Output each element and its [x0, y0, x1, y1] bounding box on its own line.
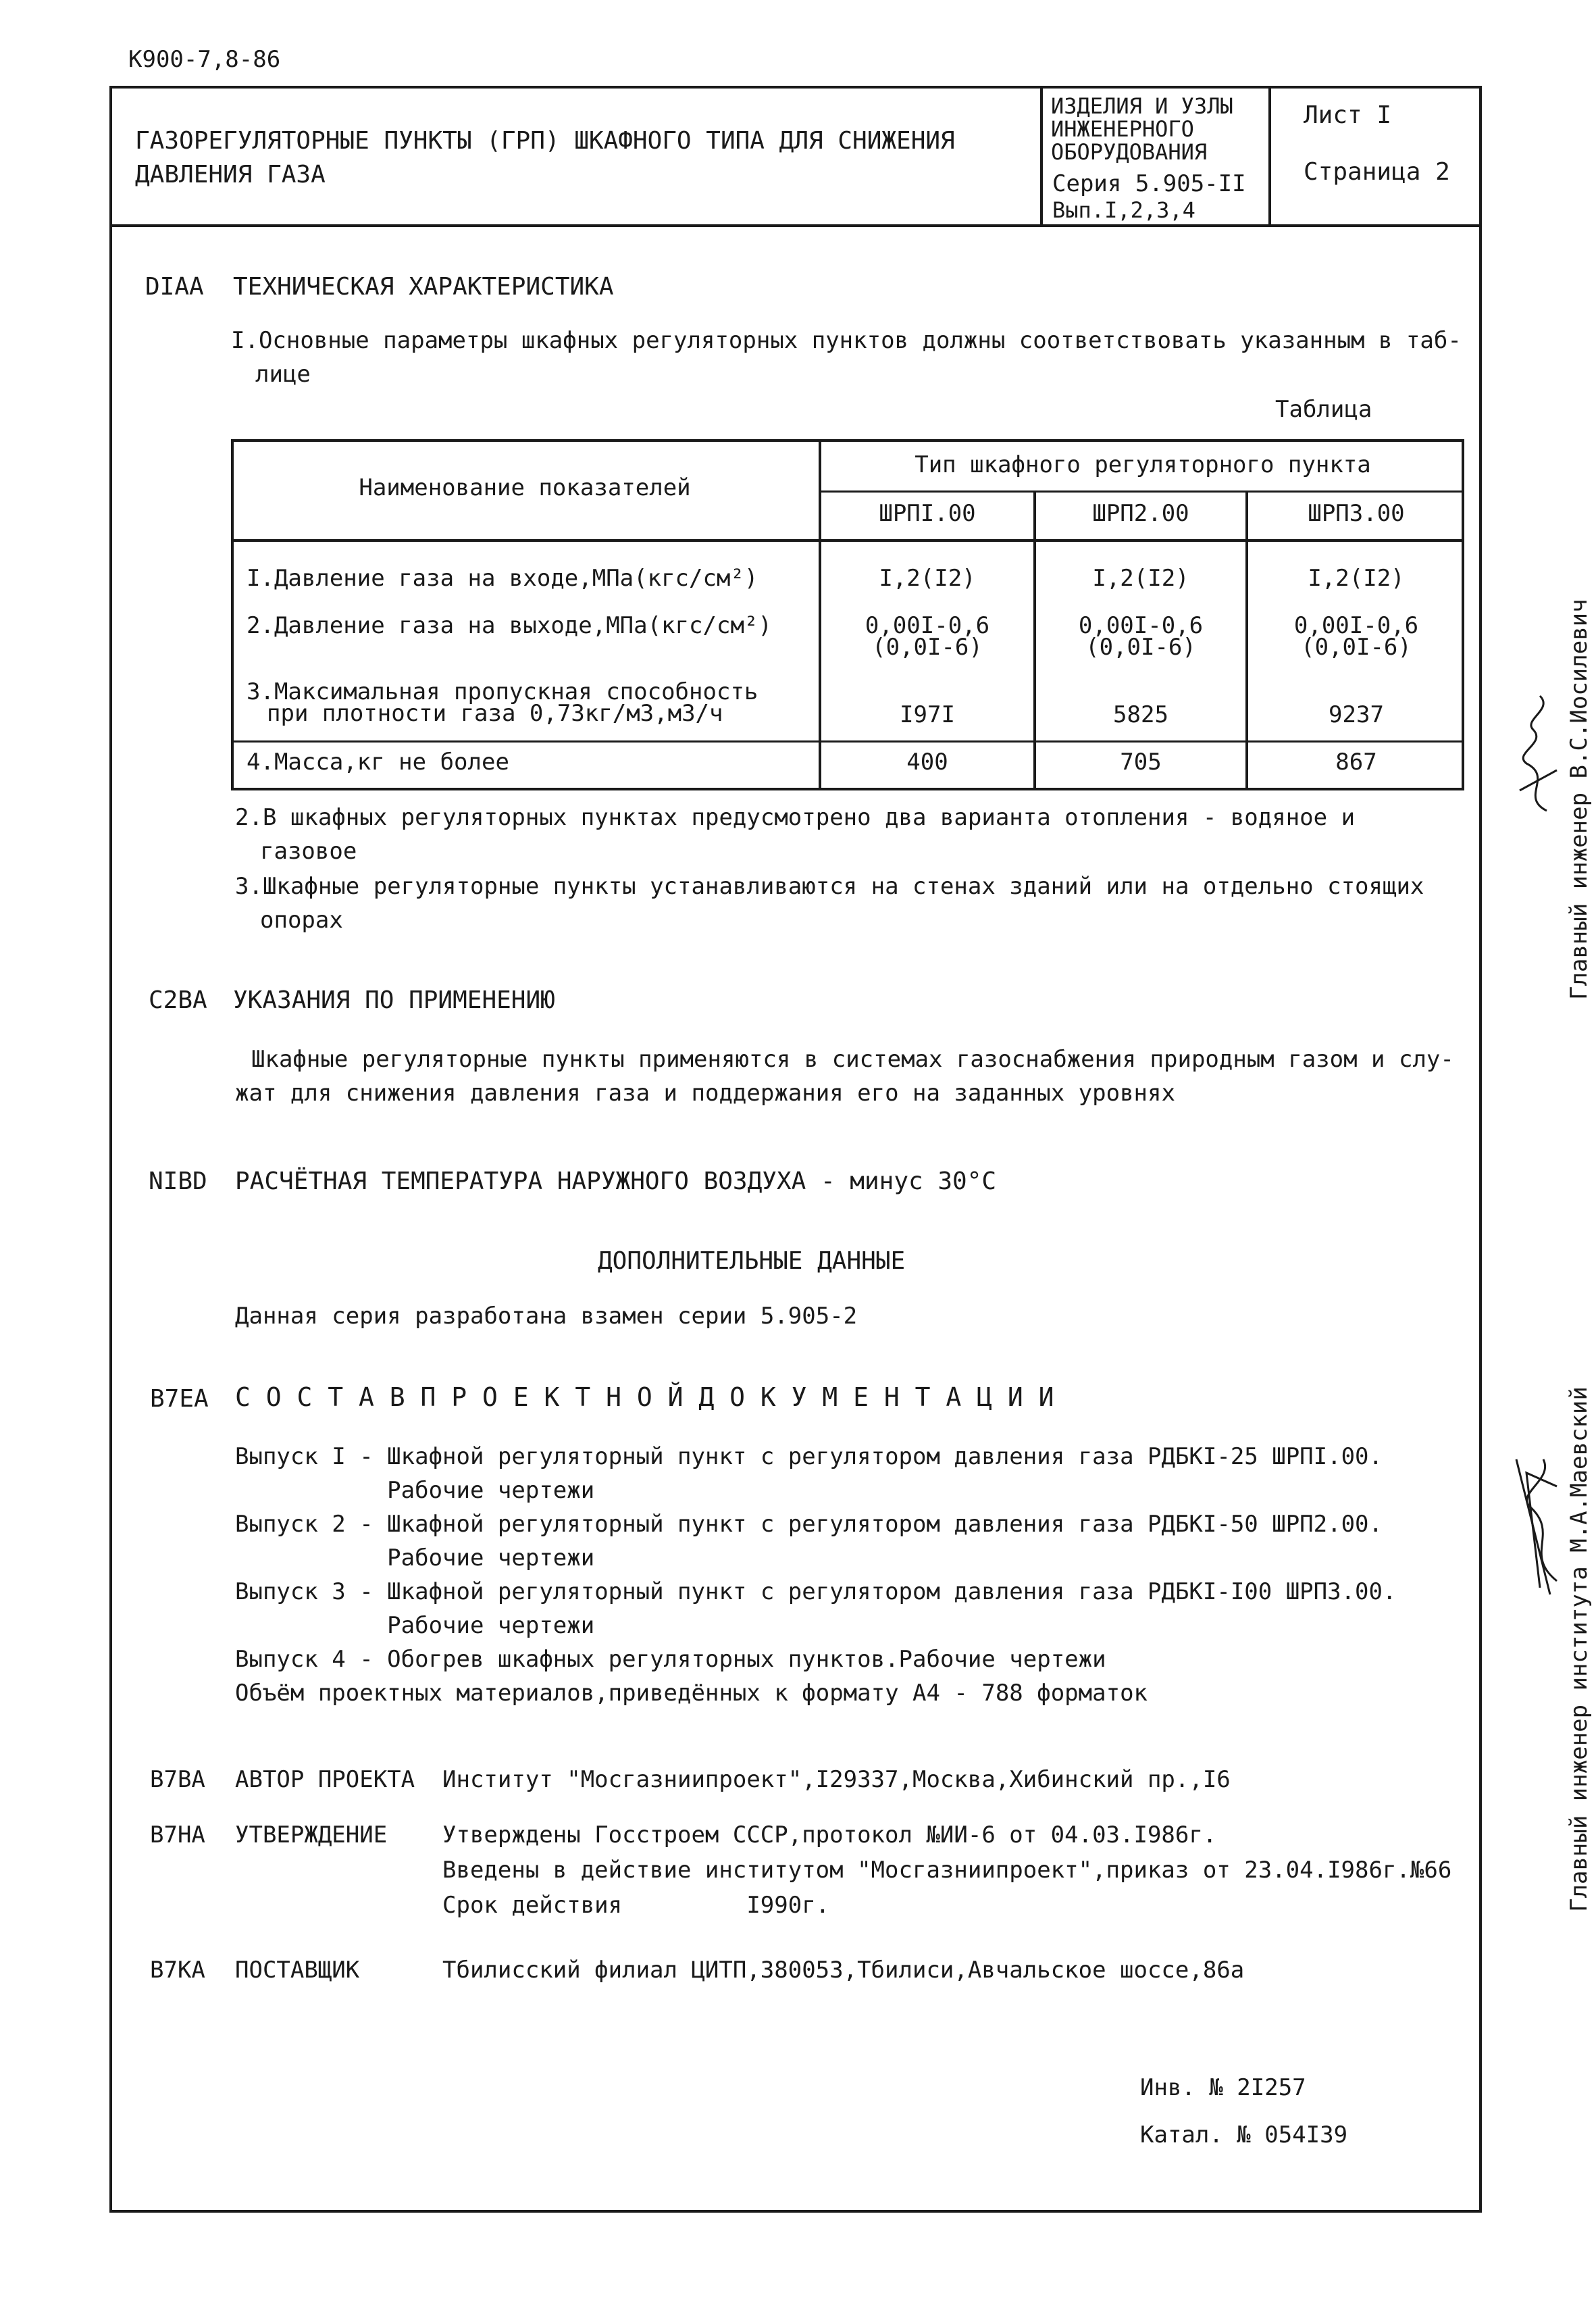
author-code: B7BA	[150, 1766, 205, 1793]
table-row-1-name: I.Давление газа на входе,МПа(кгс/см²)	[247, 565, 758, 592]
header-title-line-2: ДАВЛЕНИЯ ГАЗА	[135, 161, 326, 188]
catalog-number: Катал. № 054I39	[1140, 2121, 1348, 2148]
tech-title: ТЕХНИЧЕСКАЯ ХАРАКТЕРИСТИКА	[233, 273, 614, 301]
composition-code: B7EA	[150, 1385, 209, 1413]
temp-text: РАСЧЁТНАЯ ТЕМПЕРАТУРА НАРУЖНОГО ВОЗДУХА - минус 30°С	[235, 1167, 997, 1195]
composition-title: С О С Т А В П Р О Е К Т Н О Й Д О К У М Е Н Т А Ц И И	[235, 1382, 1054, 1412]
author-label: АВТОР ПРОЕКТА	[235, 1766, 415, 1793]
table-row-3-name-a: 3.Максимальная пропускная способность	[247, 678, 758, 705]
table-row-3-val-3: 9237	[1329, 701, 1384, 728]
extra-text: Данная серия разработана взамен серии 5.905-2	[235, 1303, 858, 1330]
tech-p3-line-2: опорах	[260, 907, 343, 934]
header-category-line-2: ИНЖЕНЕРНОГО	[1051, 116, 1194, 142]
margin-chief-engineer-institute: Главный инженер института М.А.Маевский	[1566, 1386, 1593, 1912]
header-category-line-3: ОБОРУДОВАНИЯ	[1051, 139, 1208, 165]
composition-line-5: Выпуск 3 - Шкафной регуляторный пункт с регулятором давления газа РДБКI-I00 ШРП3.00.	[235, 1578, 1397, 1605]
tech-p3-line-1: 3.Шкафные регуляторные пункты устанавливаются на стенах зданий или на отдельно стоящих	[235, 873, 1424, 900]
table-row-3-val-2: 5825	[1113, 701, 1168, 728]
table-row-2-val-3b: (0,0I-6)	[1301, 634, 1412, 661]
table-head-type: Тип шкафного регуляторного пункта	[915, 451, 1371, 478]
table-row-4-val-2: 705	[1120, 749, 1162, 776]
table-hline-type	[819, 491, 1464, 493]
table-hline-mass	[231, 740, 1464, 743]
usage-line-2: жат для снижения давления газа и поддержания его на заданных уровнях	[235, 1080, 1175, 1107]
table-row-1-val-2: I,2(I2)	[1092, 565, 1189, 592]
extra-title: ДОПОЛНИТЕЛЬНЫЕ ДАННЫЕ	[598, 1247, 906, 1275]
composition-line-4: Рабочие чертежи	[235, 1544, 595, 1571]
header-vline-2	[1268, 86, 1271, 226]
table-row-2-val-2a: 0,00I-0,6	[1078, 612, 1204, 639]
usage-title: УКАЗАНИЯ ПО ПРИМЕНЕНИЮ	[233, 986, 555, 1014]
table-row-2-val-1a: 0,00I-0,6	[865, 612, 990, 639]
table-col-1: ШРПI.00	[879, 500, 976, 527]
header-divider	[109, 224, 1482, 227]
approval-code: B7HA	[150, 1821, 205, 1848]
header-sheet: Лист I	[1304, 101, 1392, 129]
composition-line-2: Рабочие чертежи	[235, 1477, 595, 1504]
author-text: Институт "Мосгазниипроект",I29337,Москва,Хибинский пр.,I6	[442, 1766, 1231, 1793]
table-row-3-val-1: I97I	[900, 701, 955, 728]
signature-upper	[1506, 689, 1567, 818]
table-row-1-val-3: I,2(I2)	[1308, 565, 1405, 592]
usage-line-1: Шкафные регуляторные пункты применяются в системах газоснабжения природным газом и слу-	[251, 1046, 1454, 1073]
approval-line-3: Срок действия I990г.	[442, 1892, 830, 1919]
table-hline-head	[231, 539, 1464, 542]
margin-chief-engineer: Главный инженер В.С.Иосилевич	[1566, 599, 1593, 1000]
composition-line-6: Рабочие чертежи	[235, 1612, 595, 1639]
table-col-2: ШРП2.00	[1092, 500, 1189, 527]
table-row-4-name: 4.Масса,кг не более	[247, 749, 509, 776]
table-row-2-val-1b: (0,0I-6)	[872, 634, 983, 661]
table-label: Таблица	[1275, 396, 1372, 423]
usage-code: C2BA	[149, 986, 207, 1014]
header-vline-1	[1040, 86, 1043, 226]
header-title-line-1: ГАЗОРЕГУЛЯТОРНЫЕ ПУНКТЫ (ГРП) ШКАФНОГО ТИПА ДЛЯ СНИЖЕНИЯ	[135, 127, 955, 155]
table-row-2-name: 2.Давление газа на выходе,МПа(кгс/см²)	[247, 612, 772, 639]
tech-p2-line-2: газовое	[260, 838, 357, 865]
table-row-4-val-3: 867	[1335, 749, 1377, 776]
approval-line-1: Утверждены Госстроем СССР,протокол №ИИ-6 от 04.03.I986г.	[442, 1821, 1217, 1848]
table-row-2-val-3a: 0,00I-0,6	[1293, 612, 1419, 639]
table-col-3: ШРП3.00	[1308, 500, 1405, 527]
header-category-line-1: ИЗДЕЛИЯ И УЗЛЫ	[1051, 93, 1233, 119]
header-page: Страница 2	[1304, 158, 1450, 186]
supplier-label: ПОСТАВЩИК	[235, 1957, 360, 1984]
tech-p1-line-1: I.Основные параметры шкафных регуляторных пунктов должны соответствовать указанным в таб-	[231, 327, 1462, 354]
table-row-3-name-b: при плотности газа 0,73кг/м3,м3/ч	[267, 700, 723, 727]
composition-line-3: Выпуск 2 - Шкафной регуляторный пункт с регулятором давления газа РДБКI-50 ШРП2.00.	[235, 1511, 1383, 1538]
table-row-2-val-2b: (0,0I-6)	[1085, 634, 1196, 661]
tech-p1-line-2: лице	[255, 361, 311, 388]
composition-line-8: Объём проектных материалов,приведённых к формату А4 - 788 форматок	[235, 1680, 1148, 1707]
table-head-name: Наименование показателей	[359, 474, 691, 501]
supplier-text: Тбилисский филиал ЦИТП,380053,Тбилиси,Авчальское шоссе,86а	[442, 1957, 1245, 1984]
approval-label: УТВЕРЖДЕНИЕ	[235, 1821, 388, 1848]
approval-line-2: Введены в действие институтом "Мосгазниипроект",приказ от 23.04.I986г.№66	[442, 1857, 1452, 1884]
table-row-1-val-1: I,2(I2)	[879, 565, 976, 592]
signature-lower	[1503, 1446, 1567, 1601]
composition-line-7: Выпуск 4 - Обогрев шкафных регуляторных пунктов.Рабочие чертежи	[235, 1646, 1106, 1673]
temp-code: NIBD	[149, 1167, 207, 1195]
header-issues: Вып.I,2,3,4	[1052, 197, 1195, 223]
table-row-4-val-1: 400	[906, 749, 948, 776]
inventory-number: Инв. № 2I257	[1140, 2074, 1306, 2101]
document-code: К900-7,8-86	[128, 46, 281, 73]
tech-p2-line-1: 2.В шкафных регуляторных пунктах предусмотрено два варианта отопления - водяное и	[235, 804, 1356, 831]
header-series: Серия 5.905-II	[1052, 170, 1246, 197]
supplier-code: B7KA	[150, 1957, 205, 1984]
tech-code: DIAA	[145, 273, 204, 301]
composition-line-1: Выпуск I - Шкафной регуляторный пункт с регулятором давления газа РДБКI-25 ШРПI.00.	[235, 1443, 1383, 1470]
